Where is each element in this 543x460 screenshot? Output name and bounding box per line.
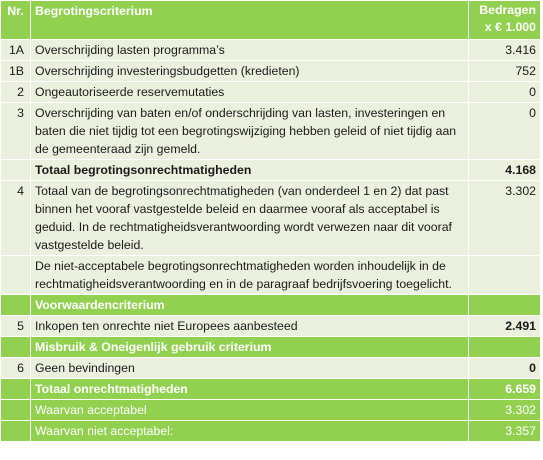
row-text: Inkopen ten onrechte niet Europees aanbesteed — [31, 316, 469, 337]
total-row — [1, 379, 541, 400]
acceptable-amount: 3.302 — [469, 400, 541, 421]
row-amount: 3.416 — [469, 40, 541, 61]
note-nr — [1, 256, 31, 295]
subtotal-row — [1, 160, 541, 181]
header-amount-line2: x € 1.000 — [484, 20, 536, 34]
note-amount — [469, 256, 541, 295]
table-row — [1, 40, 541, 61]
row-nr: 3 — [1, 103, 31, 160]
row-text: Overschrijding van baten en/of onderschrijding van lasten, investeringen en baten die niet tijdig tot een begrotingswijziging hebben geleid of niet tijdig aan de gemeenteraad zijn gemeld. — [31, 103, 469, 160]
subtotal-amount: 4.168 — [469, 160, 541, 181]
table-header-row — [1, 1, 541, 40]
table-row — [1, 103, 541, 160]
note-text: De niet-acceptabele begrotingsonrechtmatigheden worden inhoudelijk in de rechtmatigheidsverantwoording en in de paragraaf bedrijfsvoering toegelicht. — [31, 256, 469, 295]
header-amount — [469, 1, 541, 40]
subtotal-nr — [1, 160, 31, 181]
section-amount — [469, 295, 541, 316]
section-nr — [1, 295, 31, 316]
header-amount-line1: Bedragen — [479, 3, 536, 17]
row-text: Overschrijding lasten programma’s — [31, 40, 469, 61]
total-label: Totaal onrechtmatigheden — [31, 379, 469, 400]
not-acceptable-amount: 3.357 — [469, 421, 541, 442]
section-amount — [469, 337, 541, 358]
row-amount: 0 — [469, 358, 541, 379]
row-text: Geen bevindingen — [31, 358, 469, 379]
row-amount: 2.491 — [469, 316, 541, 337]
row-amount: 3.302 — [469, 181, 541, 256]
row-nr: 2 — [1, 82, 31, 103]
table-row — [1, 358, 541, 379]
table-row — [1, 61, 541, 82]
acceptable-nr — [1, 400, 31, 421]
section-voorwaarden-row — [1, 295, 541, 316]
row-text: Totaal van de begrotingsonrechtmatigheden (van onderdeel 1 en 2) dat past binnen het vooraf vastgestelde beleid en daarmee vooraf als acceptabel is geduid. In de rechtmatigheidsverantwoording wordt verwezen naar dit vooraf vastgestelde beleid. — [31, 181, 469, 256]
header-criterium: Begrotingscriterium — [31, 1, 469, 40]
total-amount: 6.659 — [469, 379, 541, 400]
row-text: Overschrijding investeringsbudgetten (kredieten) — [31, 61, 469, 82]
row-amount: 0 — [469, 103, 541, 160]
total-nr — [1, 379, 31, 400]
row-nr: 1A — [1, 40, 31, 61]
not-acceptable-nr — [1, 421, 31, 442]
not-acceptable-row — [1, 421, 541, 442]
section-voorwaarden-label: Voorwaardencriterium — [31, 295, 469, 316]
row-text: Ongeautoriseerde reservemutaties — [31, 82, 469, 103]
row-nr: 1B — [1, 61, 31, 82]
row-nr: 6 — [1, 358, 31, 379]
section-nr — [1, 337, 31, 358]
table-row — [1, 82, 541, 103]
row-amount: 752 — [469, 61, 541, 82]
row-nr: 5 — [1, 316, 31, 337]
row-amount: 0 — [469, 82, 541, 103]
section-misbruik-row — [1, 337, 541, 358]
acceptable-label: Waarvan acceptabel — [31, 400, 469, 421]
not-acceptable-label: Waarvan niet acceptabel: — [31, 421, 469, 442]
table-row — [1, 316, 541, 337]
note-row — [1, 256, 541, 295]
row-nr: 4 — [1, 181, 31, 256]
header-nr: Nr. — [1, 1, 31, 40]
table-row — [1, 181, 541, 256]
subtotal-label: Totaal begrotingsonrechtmatigheden — [31, 160, 469, 181]
acceptable-row — [1, 400, 541, 421]
section-misbruik-label: Misbruik & Oneigenlijk gebruik criterium — [31, 337, 469, 358]
